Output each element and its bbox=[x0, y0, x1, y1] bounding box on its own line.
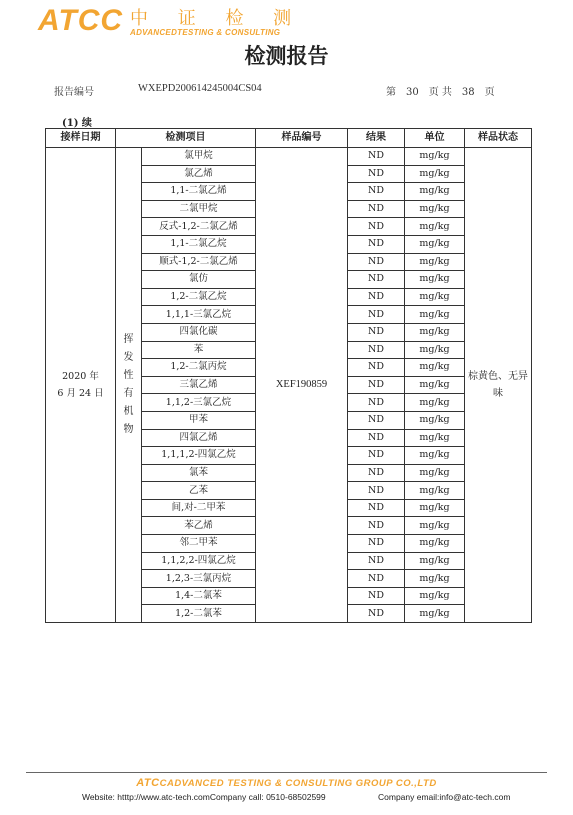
test-item: 二氯甲烷 bbox=[142, 200, 256, 218]
header-result: 结果 bbox=[348, 129, 405, 148]
test-unit: mg/kg bbox=[405, 517, 465, 535]
test-item: 1,1,2-三氯乙烷 bbox=[142, 394, 256, 412]
test-unit: mg/kg bbox=[405, 235, 465, 253]
test-result: ND bbox=[348, 587, 405, 605]
footer-brand bbox=[0, 777, 573, 789]
test-item: 甲苯 bbox=[142, 411, 256, 429]
test-item: 1,2-二氯苯 bbox=[142, 605, 256, 623]
test-unit: mg/kg bbox=[405, 218, 465, 236]
test-result: ND bbox=[348, 429, 405, 447]
test-item: 四氯乙烯 bbox=[142, 429, 256, 447]
test-result: ND bbox=[348, 288, 405, 306]
test-item: 邻二甲苯 bbox=[142, 535, 256, 553]
footer-brand-atc: ATC bbox=[136, 777, 160, 789]
test-unit: mg/kg bbox=[405, 200, 465, 218]
sample-status-line: 味 bbox=[493, 388, 503, 400]
test-item: 氯苯 bbox=[142, 464, 256, 482]
test-unit: mg/kg bbox=[405, 447, 465, 465]
test-unit: mg/kg bbox=[405, 535, 465, 553]
category-char: 发 bbox=[123, 352, 134, 364]
test-unit: mg/kg bbox=[405, 148, 465, 166]
header-date: 接样日期 bbox=[46, 129, 116, 148]
category-char: 有 bbox=[123, 388, 134, 400]
test-unit: mg/kg bbox=[405, 499, 465, 517]
test-item: 顺式-1,2-二氯乙烯 bbox=[142, 253, 256, 271]
report-number: WXEPD200614245004CS04 bbox=[138, 83, 262, 94]
test-item: 苯 bbox=[142, 341, 256, 359]
receive-date bbox=[46, 148, 116, 623]
page-total: 38 bbox=[461, 87, 475, 98]
results-table bbox=[45, 128, 532, 623]
header-status: 样品状态 bbox=[465, 129, 532, 148]
header-item: 检测项目 bbox=[116, 129, 256, 148]
test-item: 乙苯 bbox=[142, 482, 256, 500]
test-unit: mg/kg bbox=[405, 605, 465, 623]
test-result: ND bbox=[348, 499, 405, 517]
header-unit: 单位 bbox=[405, 129, 465, 148]
page-prefix: 第 bbox=[386, 87, 396, 98]
test-item: 苯乙烯 bbox=[142, 517, 256, 535]
logo-cn-name: 中 证 检 测 bbox=[130, 8, 304, 29]
test-result: ND bbox=[348, 552, 405, 570]
test-unit: mg/kg bbox=[405, 587, 465, 605]
footer-website: Website: htttp://www.atc-tech.comCompany call: 0510-68502599 bbox=[82, 792, 326, 802]
test-item: 三氯乙烯 bbox=[142, 376, 256, 394]
test-unit: mg/kg bbox=[405, 165, 465, 183]
test-unit: mg/kg bbox=[405, 394, 465, 412]
test-item: 1,4-二氯苯 bbox=[142, 587, 256, 605]
test-unit: mg/kg bbox=[405, 570, 465, 588]
test-item: 1,1,2,2-四氯乙烷 bbox=[142, 552, 256, 570]
page-indicator bbox=[386, 83, 505, 98]
test-item: 氯仿 bbox=[142, 271, 256, 289]
test-unit: mg/kg bbox=[405, 464, 465, 482]
test-result: ND bbox=[348, 411, 405, 429]
test-unit: mg/kg bbox=[405, 306, 465, 324]
sample-status bbox=[465, 148, 532, 623]
footer-email: Company email:info@atc-tech.com bbox=[378, 792, 511, 802]
test-unit: mg/kg bbox=[405, 253, 465, 271]
test-result: ND bbox=[348, 235, 405, 253]
test-result: ND bbox=[348, 183, 405, 201]
footer-brand-name: CADVANCED TESTING & CONSULTING GROUP CO.,LTD bbox=[159, 778, 437, 789]
section-heading: (1) 续 bbox=[62, 118, 92, 129]
test-item: 1,1,1,2-四氯乙烷 bbox=[142, 447, 256, 465]
test-item: 1,1-二氯乙烯 bbox=[142, 183, 256, 201]
test-unit: mg/kg bbox=[405, 482, 465, 500]
test-unit: mg/kg bbox=[405, 359, 465, 377]
company-logo bbox=[38, 4, 338, 42]
test-result: ND bbox=[348, 376, 405, 394]
table-header-row bbox=[46, 129, 532, 148]
test-unit: mg/kg bbox=[405, 376, 465, 394]
test-unit: mg/kg bbox=[405, 323, 465, 341]
test-result: ND bbox=[348, 306, 405, 324]
test-result: ND bbox=[348, 570, 405, 588]
logo-en-name: ADVANCEDTESTING & CONSULTING bbox=[130, 28, 281, 37]
test-result: ND bbox=[348, 482, 405, 500]
test-item: 1,1,1-三氯乙烷 bbox=[142, 306, 256, 324]
test-item: 氯乙烯 bbox=[142, 165, 256, 183]
table-row bbox=[46, 148, 532, 166]
test-item: 氯甲烷 bbox=[142, 148, 256, 166]
test-item: 反式-1,2-二氯乙烯 bbox=[142, 218, 256, 236]
test-result: ND bbox=[348, 605, 405, 623]
test-result: ND bbox=[348, 535, 405, 553]
test-unit: mg/kg bbox=[405, 411, 465, 429]
sample-id: XEF190859 bbox=[256, 148, 348, 623]
test-result: ND bbox=[348, 200, 405, 218]
test-result: ND bbox=[348, 165, 405, 183]
receive-date-line: 6 月 24 日 bbox=[57, 388, 104, 400]
sample-status-line: 棕黄色、无异 bbox=[468, 371, 528, 383]
category-char: 性 bbox=[123, 370, 134, 382]
test-result: ND bbox=[348, 394, 405, 412]
test-item: 1,2-二氯丙烷 bbox=[142, 359, 256, 377]
test-result: ND bbox=[348, 148, 405, 166]
test-result: ND bbox=[348, 271, 405, 289]
test-result: ND bbox=[348, 447, 405, 465]
test-unit: mg/kg bbox=[405, 552, 465, 570]
test-result: ND bbox=[348, 253, 405, 271]
page-current: 30 bbox=[406, 87, 419, 98]
test-result: ND bbox=[348, 464, 405, 482]
test-unit: mg/kg bbox=[405, 271, 465, 289]
logo-brand: ATCC bbox=[38, 4, 124, 37]
test-item: 1,2-二氯乙烷 bbox=[142, 288, 256, 306]
test-unit: mg/kg bbox=[405, 183, 465, 201]
test-result: ND bbox=[348, 517, 405, 535]
test-item: 四氯化碳 bbox=[142, 323, 256, 341]
category-char: 机 bbox=[123, 406, 134, 418]
report-number-label: 报告编号 bbox=[54, 87, 94, 98]
category-char: 物 bbox=[123, 424, 134, 436]
test-unit: mg/kg bbox=[405, 429, 465, 447]
test-unit: mg/kg bbox=[405, 288, 465, 306]
receive-date-line: 2020 年 bbox=[62, 371, 99, 383]
test-result: ND bbox=[348, 323, 405, 341]
test-item: 1,1-二氯乙烷 bbox=[142, 235, 256, 253]
page-suffix: 页 bbox=[484, 87, 495, 98]
footer-divider bbox=[26, 772, 547, 773]
test-result: ND bbox=[348, 359, 405, 377]
category-cell bbox=[116, 148, 142, 623]
test-result: ND bbox=[348, 341, 405, 359]
category-char: 挥 bbox=[123, 334, 134, 346]
test-result: ND bbox=[348, 218, 405, 236]
page-title: 检测报告 bbox=[244, 44, 329, 68]
test-unit: mg/kg bbox=[405, 341, 465, 359]
test-item: 1,2,3-三氯丙烷 bbox=[142, 570, 256, 588]
page-mid: 页 共 bbox=[428, 87, 452, 98]
test-item: 间,对-二甲苯 bbox=[142, 499, 256, 517]
header-sample: 样品编号 bbox=[256, 129, 348, 148]
